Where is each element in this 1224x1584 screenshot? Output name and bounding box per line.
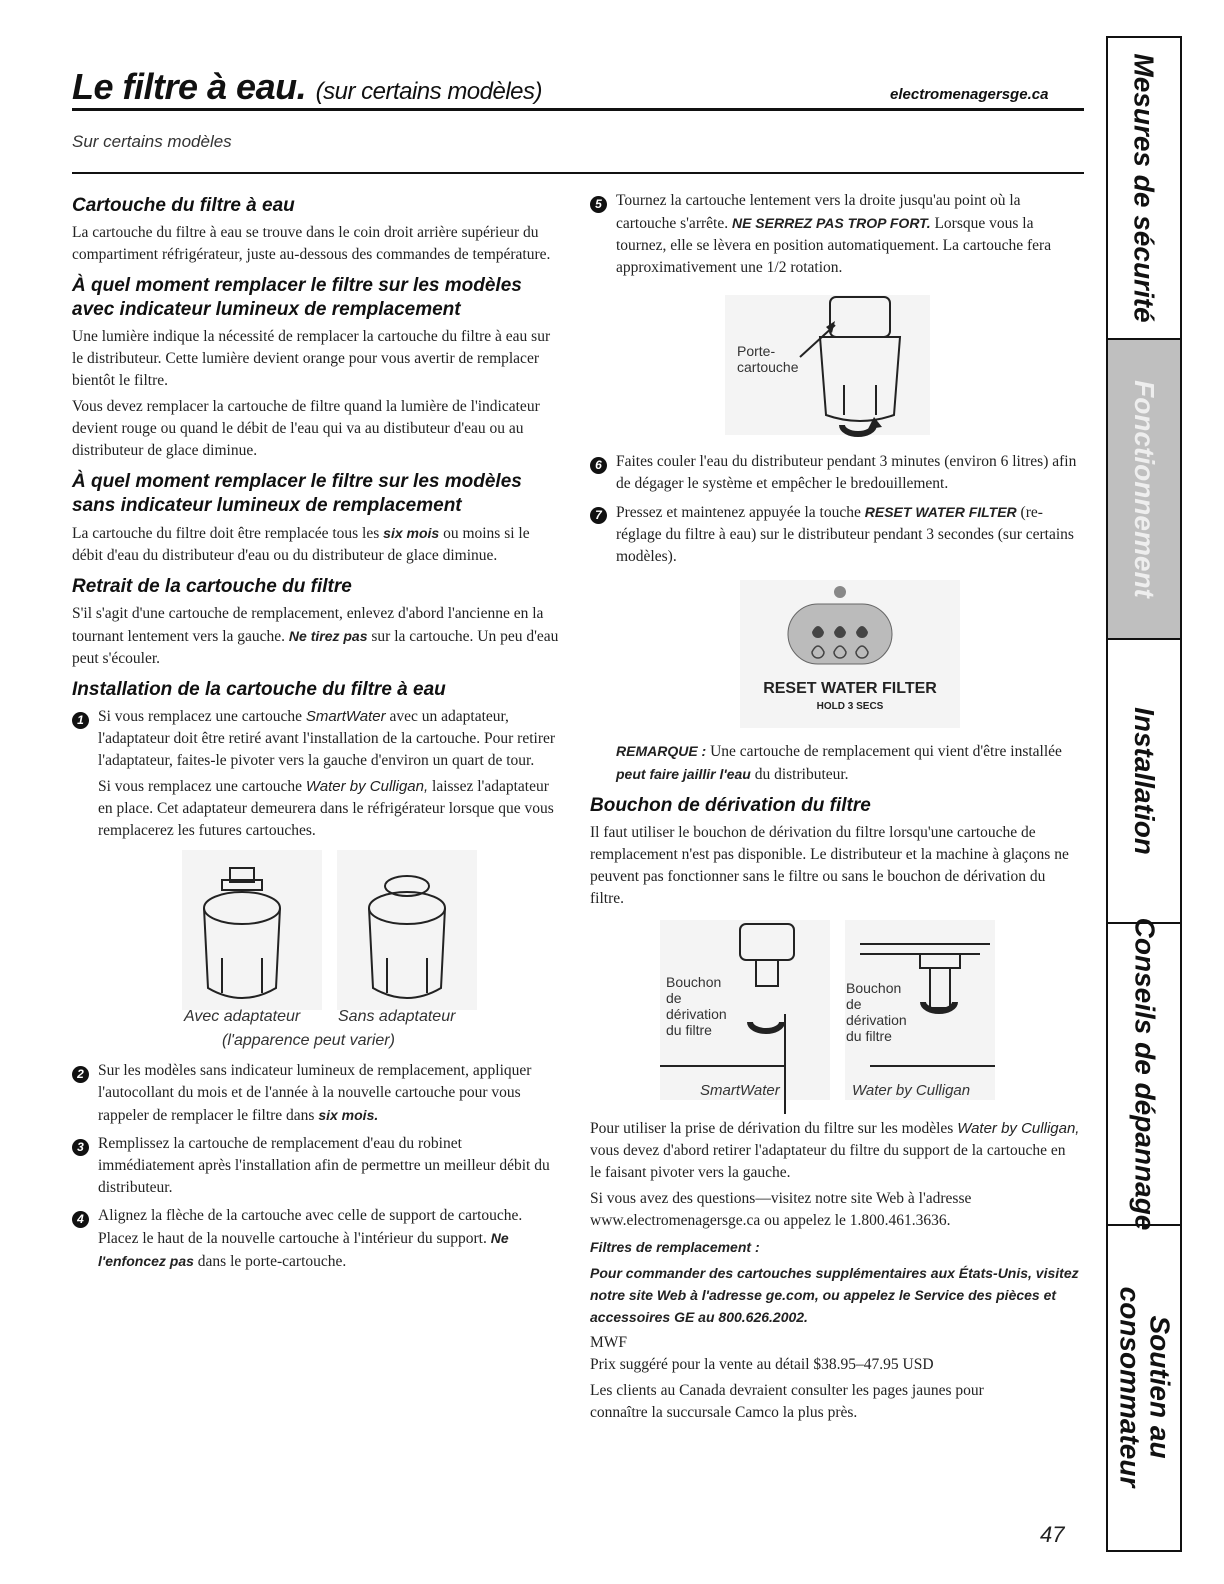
paragraph: Pour utiliser la prise de dérivation du filtre sur les modèles Water by Culligan, vous devez d'abord retirer l'adaptateur du filtre du support de la cartouche en le faisant pivoter vers la gauche. xyxy=(590,1120,1080,1181)
cartridge-holder-illustration xyxy=(590,285,1080,445)
bypass-label-left: Bouchon de dérivation du filtre xyxy=(666,974,727,1038)
page-title: Le filtre à eau. (sur certains modèles) xyxy=(72,66,543,107)
section-title: Cartouche du filtre à eau xyxy=(72,195,295,216)
section-title: Bouchon de dérivation du filtre xyxy=(590,795,871,816)
step-7: 7 Pressez et maintenez appuyée la touche RESET WATER FILTER (re-réglage du filtre à eau) sur le distributeur pendant 3 secondes (sur certains modèles). xyxy=(590,501,1080,568)
section-title: Installation de la cartouche du filtre à eau xyxy=(72,679,446,700)
header-rule xyxy=(72,108,1084,111)
bypass-plug-illustration xyxy=(590,914,1080,1114)
note: REMARQUE : Une cartouche de remplacement qui vient d'être installée peut faire jaillir l'eau du distributeur. xyxy=(616,743,1062,783)
paragraph: Vous devez remplacer la cartouche de filtre quand la lumière de l'indicateur devient rouge ou quand le débit de l'eau qui va au distibuteur d'eau ou au distributeur de glace diminue. xyxy=(72,398,540,459)
step-number: 6 xyxy=(590,457,607,474)
canada-note: Les clients au Canada devraient consulter les pages jaunes pour connaître la succursale Camco la plus près. xyxy=(590,1382,984,1421)
figure-note: (l'apparence peut varier) xyxy=(222,1032,395,1049)
tab-installation[interactable]: Installation xyxy=(1108,640,1180,924)
replacement-title: Filtres de remplacement : xyxy=(590,1239,760,1255)
tab-consumer-support[interactable]: Soutien au consommateur xyxy=(1114,1286,1175,1488)
paragraph: Il faut utiliser le bouchon de dérivation du filtre lorsqu'une cartouche de remplacement n'est pas disponible. Le distributeur et la machine à glaçons ne peuvent pas fonctionner sans le filtre ou sans le bouchon de dérivation du filtre. xyxy=(590,824,1069,907)
section-rule xyxy=(72,172,1084,174)
adapter-figure xyxy=(72,848,562,1048)
tab-operation[interactable]: Fonctionnement xyxy=(1108,340,1180,640)
replacement-text: Pour commander des cartouches supplémentaires aux États-Unis, visitez notre site Web à l'adresse ge.com, ou appelez le Service des pièces et accessoires GE au 800.626.2002. xyxy=(590,1265,1079,1325)
page-subtitle: (sur certains modèles) xyxy=(315,78,543,105)
step-number: 5 xyxy=(590,196,607,213)
tab-troubleshooting[interactable]: Conseils de dépannage xyxy=(1108,924,1180,1226)
paragraph: Si vous avez des questions—visitez notre site Web à l'adresse www.electromenagersge.ca ou appelez le 1.800.461.3636. xyxy=(590,1190,972,1229)
step-number: 2 xyxy=(72,1066,89,1083)
step-6: 6 Faites couler l'eau du distributeur pendant 3 minutes (environ 6 litres) afin de dégager le système et empêcher le bredouillement. xyxy=(590,451,1080,495)
bypass-caption-left: SmartWater xyxy=(700,1082,780,1099)
price: Prix suggéré pour la vente au détail $38.95–47.95 USD xyxy=(590,1356,934,1373)
paragraph: Une lumière indique la nécessité de remplacer la cartouche du filtre à eau sur le distributeur. Cette lumière devient orange pour vous avertir de remplacer bientôt le filtre. xyxy=(72,328,551,389)
figure-caption-left: Avec adaptateur xyxy=(184,1008,301,1025)
model: MWF xyxy=(590,1334,628,1351)
bypass-caption-right: Water by Culligan xyxy=(852,1082,971,1099)
step-1: 1 Si vous remplacez une cartouche SmartWater avec un adaptateur, l'adaptateur doit être retiré avant l'installation de la cartouche. Pour retirer l'adaptateur, faites-le pivoter vers la gauche d'environ un quart de tour. Si vous remplacez une cartouche Water by Culligan, laissez l'adaptateur en place. Cet adaptateur demeurera dans le réfrigérateur lorsque que vous remplacerez les futures cartouches. xyxy=(72,706,562,842)
paragraph: La cartouche du filtre à eau se trouve dans le coin droit arrière supérieur du compartiment réfrigérateur, juste au-dessous des commandes de température. xyxy=(72,224,551,263)
step-4: 4 Alignez la flèche de la cartouche avec celle de support de cartouche. Placez le haut de la nouvelle cartouche à l'intérieur du support. Ne l'enfoncez pas dans le porte-cartouche. xyxy=(72,1205,562,1273)
left-column xyxy=(72,186,562,1279)
filter-cartridges-illustration xyxy=(72,848,562,1018)
bypass-label-right: Bouchon de dérivation du filtre xyxy=(846,980,907,1044)
figure-caption-right: Sans adaptateur xyxy=(338,1008,456,1025)
right-column xyxy=(590,190,1080,1428)
paragraph: S'il s'agit d'une cartouche de remplacement, enlevez d'abord l'ancienne en la tournant lentement vers la gauche. Ne tirez pas sur la cartouche. Un peu d'eau peut s'écouler. xyxy=(72,605,559,667)
reset-label: RESET WATER FILTER xyxy=(763,680,937,697)
step-number: 3 xyxy=(72,1139,89,1156)
section-title: À quel moment remplacer le filtre sur les modèles sans indicateur lumineux de remplacement xyxy=(72,471,522,516)
holder-label: Porte- cartouche xyxy=(737,343,799,375)
bypass-plug-figure xyxy=(590,914,1080,1114)
section-title: À quel moment remplacer le filtre sur les modèles avec indicateur lumineux de remplacement xyxy=(72,275,522,320)
step-5: 5 Tournez la cartouche lentement vers la droite jusqu'au point où la cartouche s'arrête. NE SERREZ PAS TROP FORT. Lorsque vous la tournez, elle se lèvera en position automatiquement. La cartouche fera approximativement une 1/2 rotation. xyxy=(590,190,1080,279)
reset-hold-label: HOLD 3 SECS xyxy=(816,701,884,712)
side-tabs xyxy=(1106,36,1182,1552)
step-number: 4 xyxy=(72,1211,89,1228)
cartridge-holder-figure xyxy=(590,285,1080,445)
reset-panel-figure xyxy=(590,574,1080,732)
page-number: 47 xyxy=(1040,1522,1065,1547)
paragraph: La cartouche du filtre doit être remplacée tous les six mois ou moins si le débit d'eau du distributeur d'eau ou du distributeur de glace diminue. xyxy=(72,525,530,564)
tab-safety[interactable]: Mesures de sécurité xyxy=(1108,38,1180,340)
step-3: 3 Remplissez la cartouche de remplacement d'eau du robinet immédiatement après l'installation afin de permettre un meilleur débit du distributeur. xyxy=(72,1133,562,1199)
section-title: Retrait de la cartouche du filtre xyxy=(72,576,352,597)
step-number: 1 xyxy=(72,712,89,729)
step-2: 2 Sur les modèles sans indicateur lumineux de remplacement, appliquer l'autocollant du mois et de l'année à la nouvelle cartouche pour vous rappeler de remplacer le filtre dans six mois. xyxy=(72,1060,562,1127)
intro-text: Sur certains modèles xyxy=(72,132,232,151)
step-number: 7 xyxy=(590,507,607,524)
site-url[interactable]: electromenagersge.ca xyxy=(890,86,1049,103)
